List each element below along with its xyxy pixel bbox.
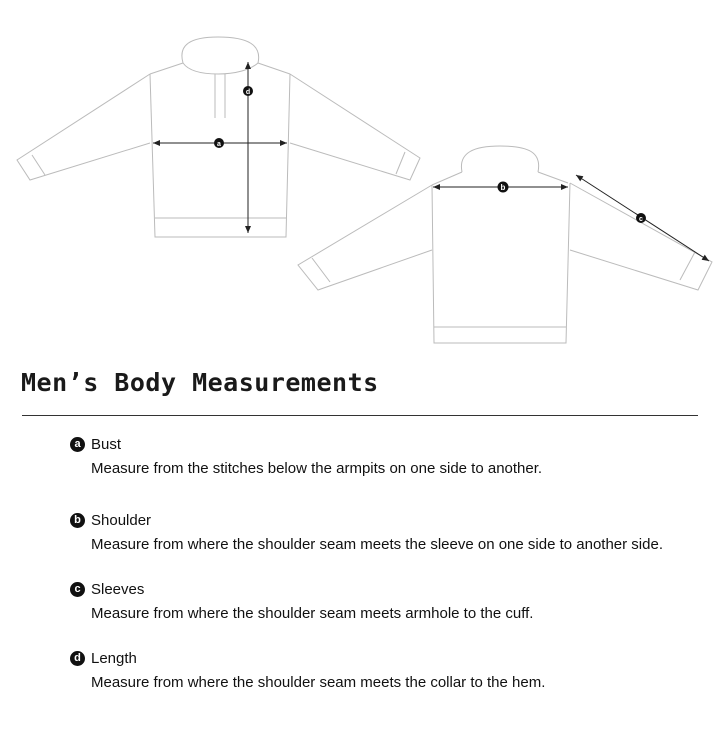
diagram-marker-a (214, 138, 224, 148)
marker-a-icon: a (70, 437, 85, 452)
measurement-label: Bust (91, 435, 122, 453)
measurement-sleeves (70, 579, 533, 622)
diagram-marker-b (498, 182, 509, 193)
front-hoodie-drawing (17, 37, 420, 237)
divider (22, 415, 698, 416)
svg-text:c: c (639, 216, 643, 223)
hoodie-diagram (0, 0, 720, 360)
marker-c-icon: c (70, 582, 85, 597)
measurement-arrows (153, 62, 709, 261)
measurement-description: Measure from where the shoulder seam meets the sleeve on one side to another side. (91, 536, 663, 553)
page-title: Men’s Body Measurements (21, 368, 379, 397)
measurement-description: Measure from where the shoulder seam meets the collar to the hem. (91, 674, 546, 691)
measurement-label: Sleeves (91, 580, 145, 598)
measurement-label: Shoulder (91, 511, 152, 529)
marker-b-icon: b (70, 513, 85, 528)
diagram-marker-c (636, 213, 646, 223)
measurement-bust (70, 434, 542, 477)
measurement-description: Measure from the stitches below the armpits on one side to another. (91, 460, 543, 477)
svg-text:d: d (245, 89, 251, 96)
measurement-description: Measure from where the shoulder seam meets armhole to the cuff. (91, 605, 534, 622)
svg-text:a: a (217, 141, 221, 148)
measurement-shoulder (70, 510, 663, 553)
svg-text:b: b (500, 183, 506, 192)
back-hoodie-drawing (298, 146, 712, 343)
marker-d-icon: d (70, 651, 85, 666)
measurement-length (70, 648, 545, 691)
diagram-marker-d (243, 86, 253, 96)
measurement-label: Length (91, 649, 137, 667)
